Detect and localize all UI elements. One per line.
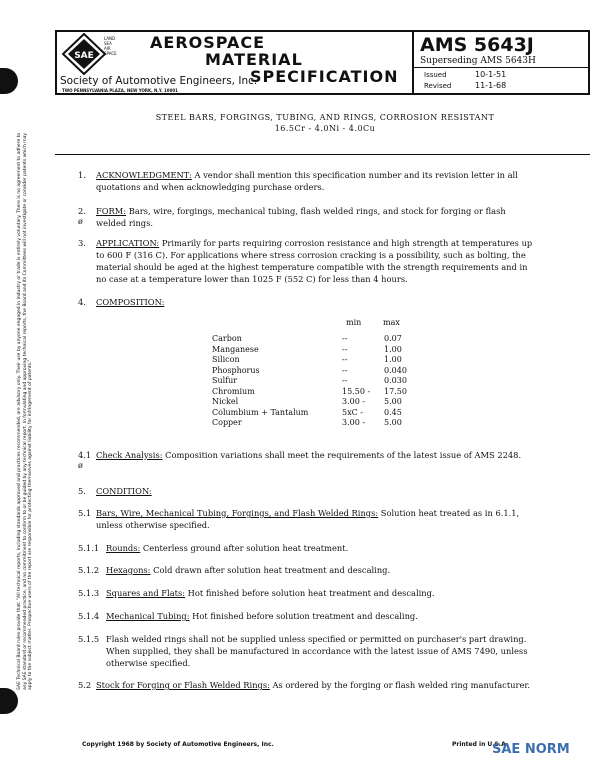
section-heading: Bars, Wire, Mechanical Tubing, Forgings, and Flash Welded Rings: bbox=[96, 508, 379, 518]
logo-word: SPACE bbox=[104, 51, 117, 56]
change-mark: ø bbox=[78, 461, 83, 470]
element-min: -- bbox=[342, 376, 348, 385]
composition-row bbox=[212, 366, 412, 377]
section-text: Cold drawn after solution heat treatment and descaling. bbox=[150, 565, 391, 575]
section-text: Solution heat treated as in 6.1.1, unless otherwise specified. bbox=[96, 508, 520, 530]
composition-row bbox=[212, 397, 412, 408]
composition-row bbox=[212, 355, 412, 366]
section-text: Composition variations shall meet the requirements of the latest issue of AMS 2248. bbox=[162, 450, 522, 460]
document-subtitle: 16.5Cr - 4.0Ni - 4.0Cu bbox=[274, 124, 376, 133]
composition-row bbox=[212, 387, 412, 398]
element-max: 1.00 bbox=[384, 344, 402, 354]
section-heading: ACKNOWLEDGMENT: bbox=[96, 170, 192, 180]
section-number: 5. bbox=[78, 486, 86, 496]
element-max: 17.50 bbox=[384, 386, 407, 396]
hole-punch-bottom bbox=[0, 688, 18, 714]
superseding-underline bbox=[414, 67, 590, 68]
section-heading: Check Analysis: bbox=[96, 450, 163, 460]
section-text: As ordered by the forging or flash welded ring manufacturer. bbox=[269, 680, 531, 690]
composition-row bbox=[212, 418, 412, 429]
title-rule bbox=[55, 154, 590, 155]
element-min: -- bbox=[342, 344, 348, 354]
section-heading: FORM: bbox=[96, 206, 127, 216]
section-heading: Rounds: bbox=[106, 543, 141, 553]
element-min: 15.50 - bbox=[342, 386, 371, 396]
hole-punch-top bbox=[0, 68, 18, 94]
issued-label: Issued bbox=[424, 71, 447, 79]
composition-max-header: max bbox=[383, 318, 400, 327]
issued-date: 10-1-51 bbox=[475, 70, 507, 79]
composition-table bbox=[212, 334, 412, 429]
element-max: 0.030 bbox=[384, 376, 407, 385]
element-name: Manganese bbox=[212, 344, 259, 354]
section-text: Primarily for parts requiring corrosion resistance and high strength at temperatures up to 600 F (316 C). For applications where stress corrosion cracking is a possibility, such as bolting, the material should be aged at the highest temperature compatible with the strength requirements and in no case at a temperature lower than 1025 F (552 C) for less than 4 hours. bbox=[96, 238, 533, 284]
section-text: Bars, wire, forgings, mechanical tubing, flash welded rings, and stock for forging or flash welded rings. bbox=[96, 206, 506, 228]
element-name: Carbon bbox=[212, 334, 242, 343]
sidebar-legal-note bbox=[9, 130, 34, 690]
section-number: 4.1 bbox=[78, 450, 92, 460]
sidebar-note-text: SAE Technical Board rules provide that: "All technical reports, including standards approved and practices recommended, are advisory only. Their use by anyone engaged in industry or trade is entirely voluntary. There is no agreement to adhere to any SAE standard or recommended practice, and no commitment to conform to or be guided by any technical report. In formulating and approving technical reports, the Board and its Committees will not investigate or consider patents which may apply to the subject matter. Prospective users of the report are responsible for protecting themselves against liability for infringement of patents." bbox=[17, 132, 33, 690]
element-min: 3.00 - bbox=[342, 418, 366, 427]
header-material: MATERIAL bbox=[205, 50, 303, 69]
section-number: 5.2 bbox=[78, 680, 92, 690]
superseding: Superseding AMS 5643H bbox=[420, 56, 536, 66]
composition-row bbox=[212, 376, 412, 387]
change-mark: ø bbox=[78, 217, 83, 226]
section-number: 1. bbox=[78, 170, 86, 180]
logo-motto bbox=[104, 36, 117, 56]
element-max: 0.07 bbox=[384, 334, 402, 343]
section-number: 3. bbox=[78, 238, 86, 248]
section-text: Hot finished before solution heat treatment and descaling. bbox=[185, 588, 435, 598]
element-max: 0.45 bbox=[384, 407, 402, 417]
element-max: 5.00 bbox=[384, 418, 402, 427]
element-min: -- bbox=[342, 334, 348, 343]
header-divider bbox=[412, 30, 414, 95]
element-name: Sulfur bbox=[212, 376, 238, 385]
section-heading: APPLICATION: bbox=[96, 238, 160, 248]
section-number: 4. bbox=[78, 297, 86, 307]
section-number: 5.1.3 bbox=[78, 588, 100, 598]
element-max: 1.00 bbox=[384, 355, 402, 364]
header-aerospace: AEROSPACE bbox=[150, 33, 266, 52]
element-name: Nickel bbox=[212, 397, 239, 406]
logo-word: LAND bbox=[104, 36, 116, 41]
revised-label: Revised bbox=[424, 82, 452, 90]
section-number: 5.1.1 bbox=[78, 543, 100, 553]
revised-date: 11-1-68 bbox=[475, 81, 507, 90]
composition-min-header: min bbox=[346, 318, 362, 327]
section-heading: COMPOSITION: bbox=[96, 297, 165, 307]
logo-word: AIR bbox=[104, 46, 111, 51]
section-text: Centerless ground after solution heat treatment. bbox=[140, 543, 349, 553]
element-max: 5.00 bbox=[384, 397, 402, 406]
section-number: 5.1.5 bbox=[78, 634, 100, 644]
sae-logo-icon bbox=[62, 33, 106, 75]
header-specification: SPECIFICATION bbox=[250, 67, 399, 86]
section-number: 5.1.2 bbox=[78, 565, 100, 575]
element-min: -- bbox=[342, 355, 348, 364]
watermark-text: SAE NORM bbox=[492, 742, 570, 757]
logo-word: SEA bbox=[104, 41, 112, 46]
section-text: Hot finished before solution treatment and descaling. bbox=[189, 611, 418, 621]
section-heading: Stock for Forging or Flash Welded Rings: bbox=[96, 680, 270, 690]
element-min: 5xC - bbox=[342, 407, 363, 417]
footer-copyright: Copyright 1968 by Society of Automotive Engineers, Inc. bbox=[82, 741, 274, 748]
ams-number: AMS 5643J bbox=[420, 34, 534, 56]
composition-row bbox=[212, 345, 412, 356]
section-text: Flash welded rings shall not be supplied unless specified or permitted on purchaser's part drawing. When supplied, they shall be manufactured in accordance with the latest issue of AMS 7490, unless otherwise specified. bbox=[106, 634, 528, 668]
element-min: -- bbox=[342, 365, 348, 375]
section-number: 5.1.4 bbox=[78, 611, 100, 621]
section-number: 2. bbox=[78, 206, 86, 216]
section-heading: Hexagons: bbox=[106, 565, 151, 575]
element-name: Columbium + Tantalum bbox=[212, 407, 309, 417]
section-heading: Squares and Flats: bbox=[106, 588, 186, 598]
element-name: Chromium bbox=[212, 386, 255, 396]
section-number: 5.1 bbox=[78, 508, 92, 518]
element-max: 0.040 bbox=[384, 365, 407, 375]
document-title: STEEL BARS, FORGINGS, TUBING, AND RINGS, CORROSION RESISTANT bbox=[155, 113, 495, 122]
element-name: Copper bbox=[212, 418, 242, 427]
section-text: A vendor shall mention this specification number and its revision letter in all quotations and when acknowledging purchase orders. bbox=[96, 170, 518, 192]
element-min: 3.00 - bbox=[342, 397, 366, 406]
logo-letters: SAE bbox=[74, 51, 94, 61]
watermark-logo bbox=[492, 738, 596, 762]
section-heading: Mechanical Tubing: bbox=[106, 611, 190, 621]
header-address: TWO PENNSYLVANIA PLAZA, NEW YORK, N.Y. 10001 bbox=[62, 88, 178, 93]
composition-row bbox=[212, 408, 412, 419]
header-society: Society of Automotive Engineers, Inc. bbox=[60, 75, 258, 87]
section-heading: CONDITION: bbox=[96, 486, 152, 496]
composition-row bbox=[212, 334, 412, 345]
element-name: Silicon bbox=[212, 355, 240, 364]
footer-printed: Printed in U.S.A. bbox=[452, 741, 509, 748]
element-name: Phosphorus bbox=[212, 365, 260, 375]
